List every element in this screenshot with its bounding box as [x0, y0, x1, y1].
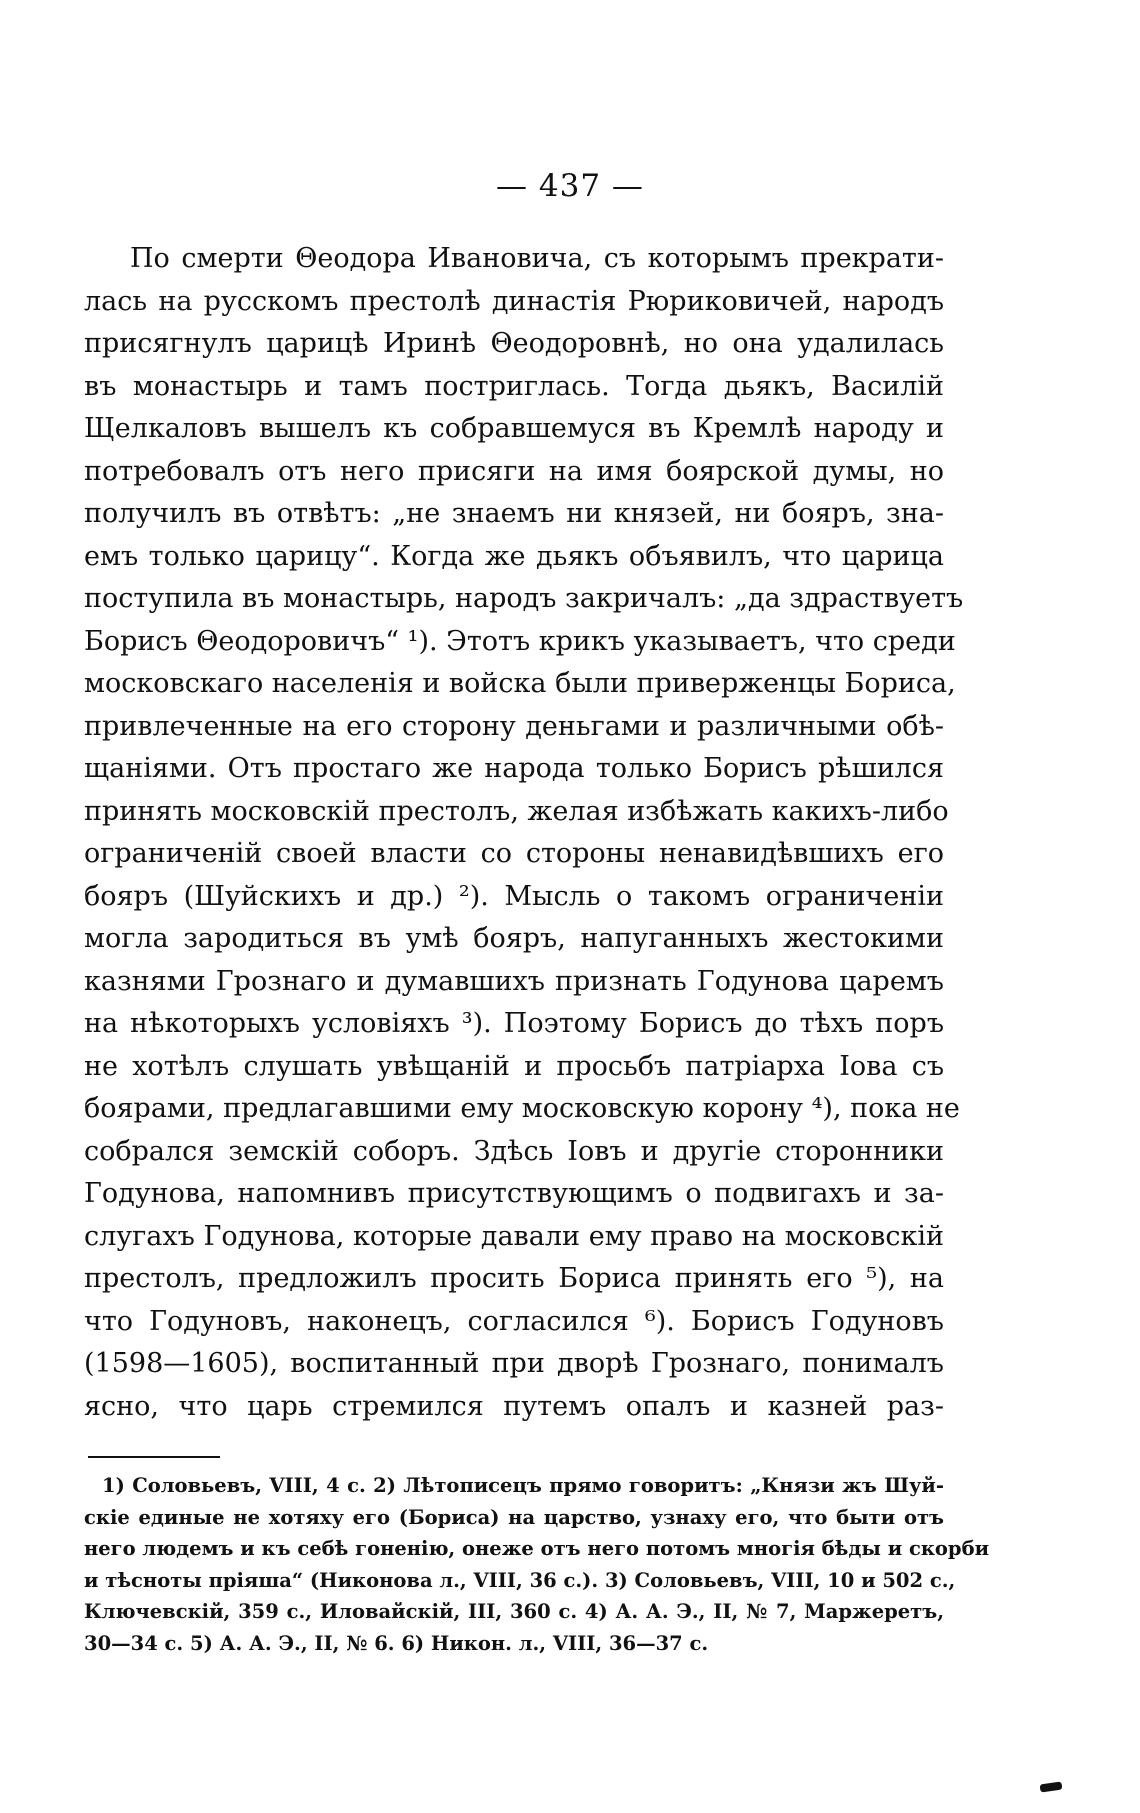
footnote-line: 30—34 с. 5) А. А. Э., II, № 6. 6) Никон. л., VIII, 36—37 с.	[84, 1631, 709, 1655]
text-line: емъ только царицу“. Когда же дьякъ объявилъ, что царица	[84, 540, 944, 572]
body-text	[84, 238, 964, 1428]
text-line: не хотѣлъ слушать увѣщаній и просьбъ патріарха Іова съ	[84, 1050, 944, 1082]
footnote-line: скіе единые не хотяху его (Бориса) на царство, узнаху его, что быти отъ	[84, 1505, 944, 1529]
text-line: ограниченій своей власти со стороны ненавидѣвшихъ его	[84, 838, 944, 869]
text-line: казнями Грознаго и думавшихъ признать Годунова царемъ	[84, 965, 944, 997]
text-line: на нѣкоторыхъ условіяхъ ³). Поэтому Борисъ до тѣхъ поръ	[84, 1008, 944, 1039]
text-line: Борисъ Θеодоровичъ“ ¹). Этотъ крикъ указываетъ, что среди	[84, 625, 956, 657]
footnote-line: и тѣсноты пріяша“ (Никонова л., VIII, 36 с.). 3) Соловьевъ, VIII, 10 и 502 с.,	[84, 1568, 956, 1592]
text-line: щаніями. Отъ простаго же народа только Борисъ рѣшился	[84, 753, 944, 784]
text-line: что Годуновъ, наконецъ, согласился ⁶). Борисъ Годуновъ	[84, 1305, 944, 1337]
text-line: По смерти Θеодора Ивановича, съ которымъ прекрати-	[130, 243, 944, 274]
text-line: престолъ, предложилъ просить Бориса принять его ⁵), на	[84, 1263, 944, 1294]
ink-mark	[1040, 1782, 1063, 1793]
page-number: — 437 —	[496, 168, 644, 204]
text-line: ясно, что царь стремился путемъ опалъ и казней раз-	[84, 1390, 944, 1422]
text-line: собрался земскій соборъ. Здѣсь Іовъ и другіе сторонники	[84, 1135, 944, 1167]
text-line: Годунова, напомнивъ присутствующимъ о подвигахъ и за-	[84, 1178, 944, 1209]
text-line: поступила въ монастырь, народъ закричалъ: „да здраствуетъ	[84, 583, 964, 614]
text-line: слугахъ Годунова, которые давали ему право на московскій	[84, 1220, 944, 1252]
text-line: въ монастырь и тамъ постриглась. Тогда дьякъ, Василій	[84, 370, 944, 402]
footnote-line: 1) Соловьевъ, VIII, 4 с. 2) Лѣтописецъ прямо говоритъ: „Князи жъ Шуй-	[102, 1474, 944, 1497]
footnote-line: Ключевскій, 359 с., Иловайскій, III, 360 с. 4) А. А. Э., II, № 7, Маржеретъ,	[84, 1600, 944, 1623]
footnotes	[84, 1470, 990, 1659]
footnote-separator	[88, 1456, 220, 1458]
text-line: могла зародиться въ умѣ бояръ, напуганныхъ жестокими	[84, 923, 944, 954]
text-line: бояръ (Шуйскихъ и др.) ²). Мысль о такомъ ограниченіи	[84, 880, 944, 912]
text-line: московскаго населенія и войска были приверженцы Бориса,	[84, 668, 956, 699]
text-line: Щелкаловъ вышелъ къ собравшемуся въ Кремлѣ народу и	[84, 413, 944, 444]
text-line: потребовалъ отъ него присяги на имя боярской думы, но	[84, 455, 944, 487]
text-line: присягнулъ царицѣ Иринѣ Θеодоровнѣ, но она удалилась	[84, 328, 944, 359]
text-line: получилъ въ отвѣтъ: „не знаемъ ни князей, ни бояръ, зна-	[84, 498, 944, 529]
text-line: (1598—1605), воспитанный при дворѣ Грознаго, понималъ	[84, 1348, 944, 1379]
text-line: лась на русскомъ престолѣ династія Рюриковичей, народъ	[84, 285, 944, 317]
text-line: привлеченные на его сторону деньгами и различными обѣ-	[84, 710, 944, 742]
footnote-line: него людемъ и къ себѣ гоненію, онеже отъ него потомъ многія бѣды и скорби	[84, 1537, 990, 1560]
text-line: боярами, предлагавшими ему московскую корону ⁴), пока не	[84, 1093, 960, 1124]
text-line: принять московскій престолъ, желая избѣжать какихъ-либо	[84, 795, 949, 827]
